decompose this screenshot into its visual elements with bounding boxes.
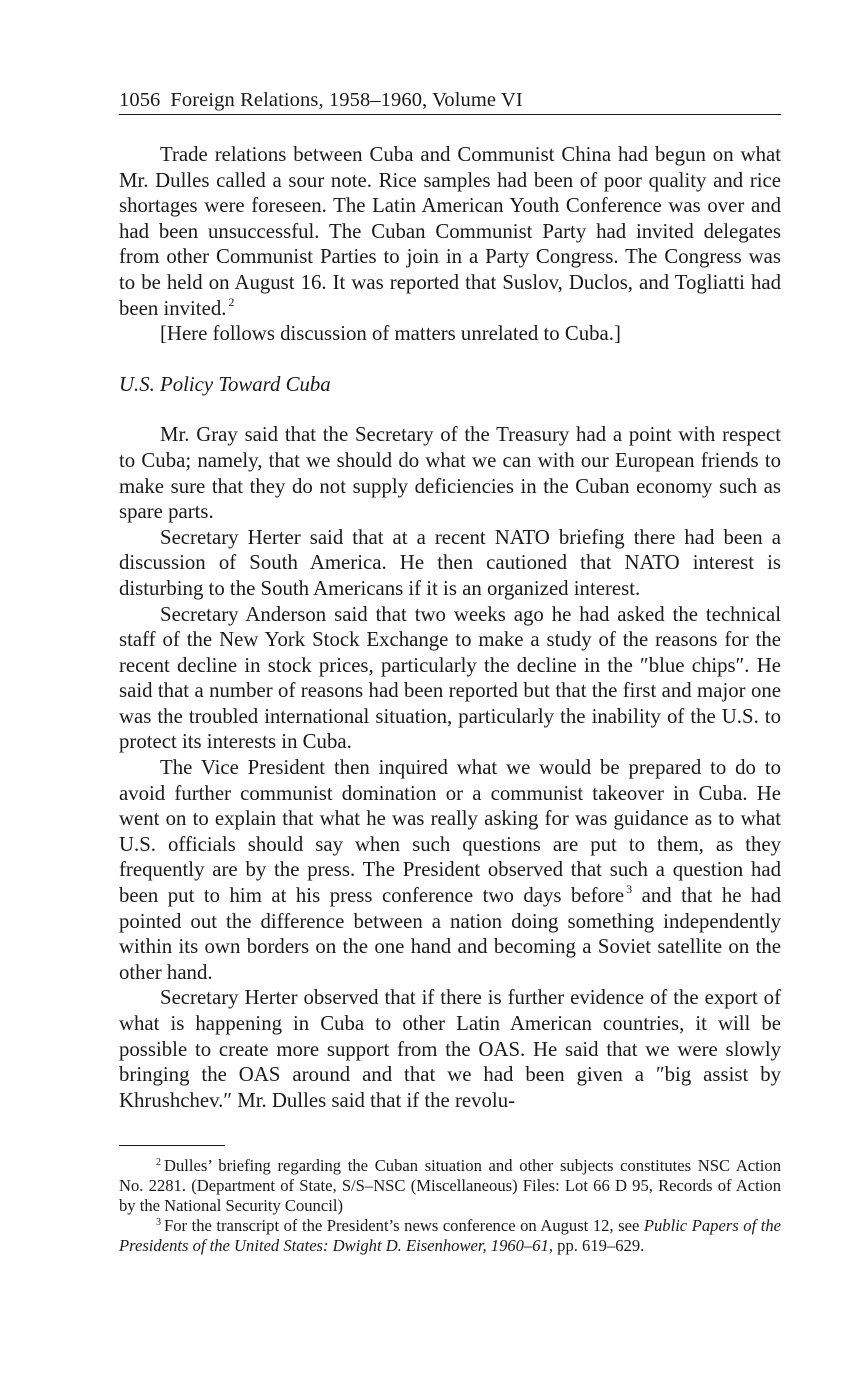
paragraph-vice-president [119, 755, 781, 985]
paragraph-text: and that he had pointed out the difference between a nation doing something independently within its own borders on the one hand and becoming a Soviet satellite on the other hand. [119, 884, 781, 984]
footnote-number: 2 [156, 1157, 161, 1169]
paragraph-trade-relations [119, 142, 781, 321]
footnote-2 [119, 1156, 781, 1216]
paragraph-text: Trade relations between Cuba and Communist China had begun on what Mr. Dulles called a sour note. Rice samples had been of poor quality and rice shortages were foreseen. The Latin American Youth Conference was over and had been unsuccessful. The Cuban Communist Party had invited delegates from other Communist Parties to join in a Party Congress. The Congress was to be held on August 16. It was reported that Suslov, Duclos, and Togliatti had been invited. [119, 143, 781, 320]
paragraph-editorial-note: [Here follows discussion of matters unrelated to Cuba.] [160, 322, 621, 346]
footnote-number: 3 [156, 1217, 161, 1229]
document-page [119, 86, 781, 1256]
footnote-3 [119, 1216, 781, 1256]
footnote-text: pp. 619–629. [553, 1236, 645, 1256]
volume-title: Foreign Relations, 1958–1960, Volume VI [170, 89, 523, 111]
footnote-divider [119, 1145, 225, 1146]
running-header [119, 86, 781, 115]
footnote-citation-title: Public Papers of the Presidents of the United States: Dwight D. Eisenhower, 1960–61, [119, 1216, 781, 1256]
paragraph-text: The Vice President then inquired what we would be prepared to do to avoid further communist domination or a communist takeover in Cuba. He went on to explain that what he was really asking for was guidance as to what U.S. officials should say when such questions are put to them, as they frequently are by the press. The President observed that such a question had been put to him at his press conference two days before [119, 756, 781, 908]
page-number: 1056 [119, 89, 161, 111]
paragraph-herter-nato: Secretary Herter said that at a recent NATO briefing there had been a discussion of South America. He then cautioned that NATO interest is disturbing to the South Americans if it is an organized interest. [119, 525, 781, 600]
footnote-ref-3: 3 [626, 882, 633, 897]
paragraph-gray: Mr. Gray said that the Secretary of the Treasury had a point with respect to Cuba; namely, that we should do what we can with our European friends to make sure that they do not supply deficiencies in the Cuban economy such as spare parts. [119, 423, 781, 524]
main-text [119, 142, 781, 1113]
footnote-text: For the transcript of the President’s news conference on August 12, see [164, 1216, 644, 1236]
footnotes [119, 1156, 781, 1256]
paragraph-anderson: Secretary Anderson said that two weeks ago he had asked the technical staff of the New York Stock Exchange to make a study of the reasons for the recent decline in stock prices, particularly the decline in the ″blue chips″. He said that a number of reasons had been reported but that the first and major one was the troubled international situation, particularly the inability of the U.S. to protect its interests in Cuba. [119, 602, 781, 754]
footnote-text: Dulles’ briefing regarding the Cuban situation and other subjects constitutes NSC Action No. 2281. (Department of State, S/S–NSC (Miscellaneous) Files: Lot 66 D 95, Records of Action by the National Security Council) [119, 1156, 781, 1216]
footnote-ref-2: 2 [228, 294, 235, 309]
paragraph-herter-oas: Secretary Herter observed that if there is further evidence of the export of what is happening in Cuba to other Latin American countries, it will be possible to create more support from the OAS. He said that we were slowly bringing the OAS around and that we had been given a ″big assist by Khrushchev.″ Mr. Dulles said that if the revolu- [119, 986, 781, 1112]
section-heading: U.S. Policy Toward Cuba [119, 372, 331, 396]
